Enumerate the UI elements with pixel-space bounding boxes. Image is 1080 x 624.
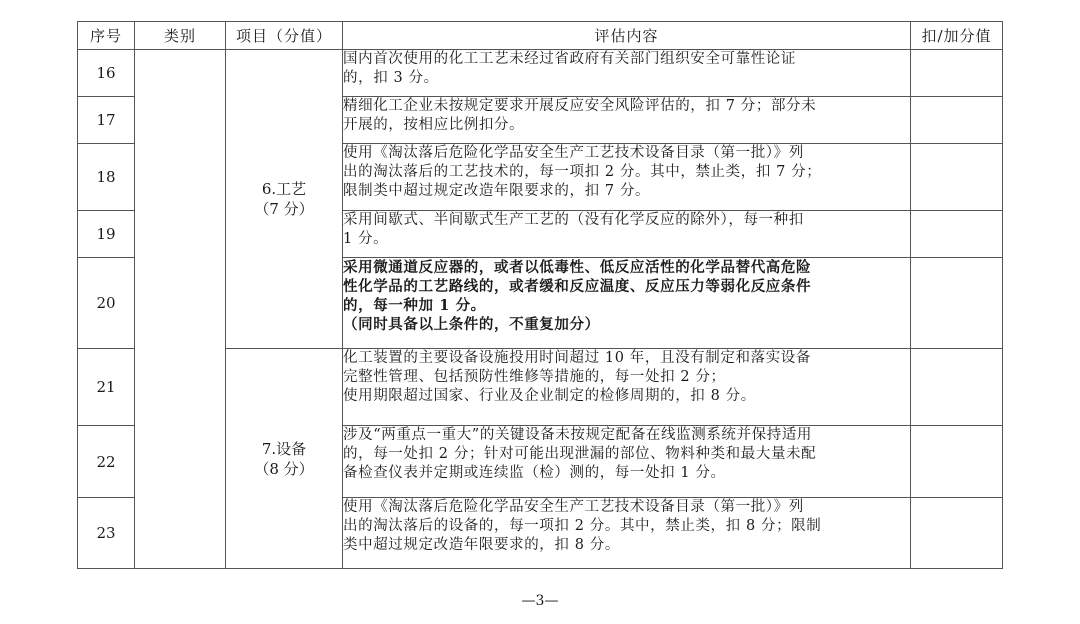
content-line: 采用微通道反应器的，或者以低毒性、低反应活性的化学品替代高危险 — [343, 259, 812, 276]
score-cell — [911, 50, 1003, 97]
content-line: 涉及“两重点一重大”的关键设备未按规定配备在线监测系统并保持适用 — [343, 427, 813, 443]
row-number: 16 — [78, 50, 135, 97]
row-number: 18 — [78, 144, 135, 211]
content-line: 使用《淘汰落后危险化学品安全生产工艺技术设备目录（第一批）》列 — [343, 499, 804, 515]
content-line: 的，扣 3 分。 — [343, 70, 439, 86]
header-score: 扣/加分值 — [911, 22, 1003, 50]
content-cell — [343, 258, 911, 349]
header-item: 项目（分值） — [226, 22, 343, 50]
item-craft — [226, 50, 343, 349]
content-cell — [343, 144, 911, 211]
content-line: 开展的，按相应比例扣分。 — [343, 117, 525, 133]
header-content: 评估内容 — [343, 22, 911, 50]
content-line: 使用期限超过国家、行业及企业制定的检修周期的，扣 8 分。 — [343, 388, 756, 404]
content-line: 完整性管理、包括预防性维修等措施的，每一处扣 2 分； — [343, 369, 726, 385]
content-cell — [343, 211, 911, 258]
content-line: 使用《淘汰落后危险化学品安全生产工艺技术设备目录（第一批）》列 — [343, 145, 804, 161]
content-line: 国内首次使用的化工工艺未经过省政府有关部门组织安全可靠性论证 — [343, 51, 796, 67]
item-equipment-name: 7.设备 — [261, 439, 307, 458]
content-cell — [343, 426, 911, 498]
content-cell — [343, 498, 911, 569]
content-line: 的，每一种加 1 分。 — [343, 297, 486, 314]
score-cell — [911, 144, 1003, 211]
content-line: 1 分。 — [343, 231, 389, 247]
item-equipment-score: （8 分） — [254, 459, 314, 478]
content-line: 采用间歇式、半间歇式生产工艺的（没有化学反应的除外），每一种扣 — [343, 212, 804, 228]
table-row — [78, 50, 1003, 97]
evaluation-table — [77, 21, 1003, 569]
content-line: 类中超过规定改造年限要求的，扣 8 分。 — [343, 537, 620, 553]
content-line: 出的淘汰落后的工艺技术的，每一项扣 2 分。其中，禁止类，扣 7 分； — [343, 164, 822, 180]
content-line: （同时具备以上条件的，不重复加分） — [343, 316, 600, 333]
row-number: 21 — [78, 349, 135, 426]
header-row — [78, 22, 1003, 50]
content-cell — [343, 349, 911, 426]
header-no: 序号 — [78, 22, 135, 50]
item-craft-name: 6.工艺 — [261, 180, 307, 198]
score-cell — [911, 258, 1003, 349]
score-cell — [911, 426, 1003, 498]
page-number: —3— — [521, 593, 559, 609]
content-cell — [343, 97, 911, 144]
content-line: 备检查仪表并定期或连续监（检）测的，每一处扣 1 分。 — [343, 465, 726, 481]
content-line: 限制类中超过规定改造年限要求的，扣 7 分。 — [343, 183, 651, 199]
content-line: 性化学品的工艺路线的，或者缓和反应温度、反应压力等弱化反应条件 — [343, 278, 812, 295]
row-number: 20 — [78, 258, 135, 349]
header-category: 类别 — [135, 22, 226, 50]
content-line: 精细化工企业未按规定要求开展反应安全风险评估的，扣 7 分；部分未 — [343, 98, 817, 114]
row-number: 19 — [78, 211, 135, 258]
row-number: 17 — [78, 97, 135, 144]
content-line: 出的淘汰落后的设备的，每一项扣 2 分。其中，禁止类，扣 8 分；限制 — [343, 518, 822, 534]
score-cell — [911, 349, 1003, 426]
row-number: 23 — [78, 498, 135, 569]
category-cell — [135, 50, 226, 569]
content-cell — [343, 50, 911, 97]
item-equipment — [226, 349, 343, 569]
score-cell — [911, 498, 1003, 569]
score-cell — [911, 97, 1003, 144]
item-craft-score: （7 分） — [254, 200, 314, 218]
row-number: 22 — [78, 426, 135, 498]
score-cell — [911, 211, 1003, 258]
content-line: 化工装置的主要设备设施投用时间超过 10 年，且没有制定和落实设备 — [343, 350, 811, 366]
content-line: 的，每一处扣 2 分；针对可能出现泄漏的部位、物料种类和最大量未配 — [343, 446, 817, 462]
